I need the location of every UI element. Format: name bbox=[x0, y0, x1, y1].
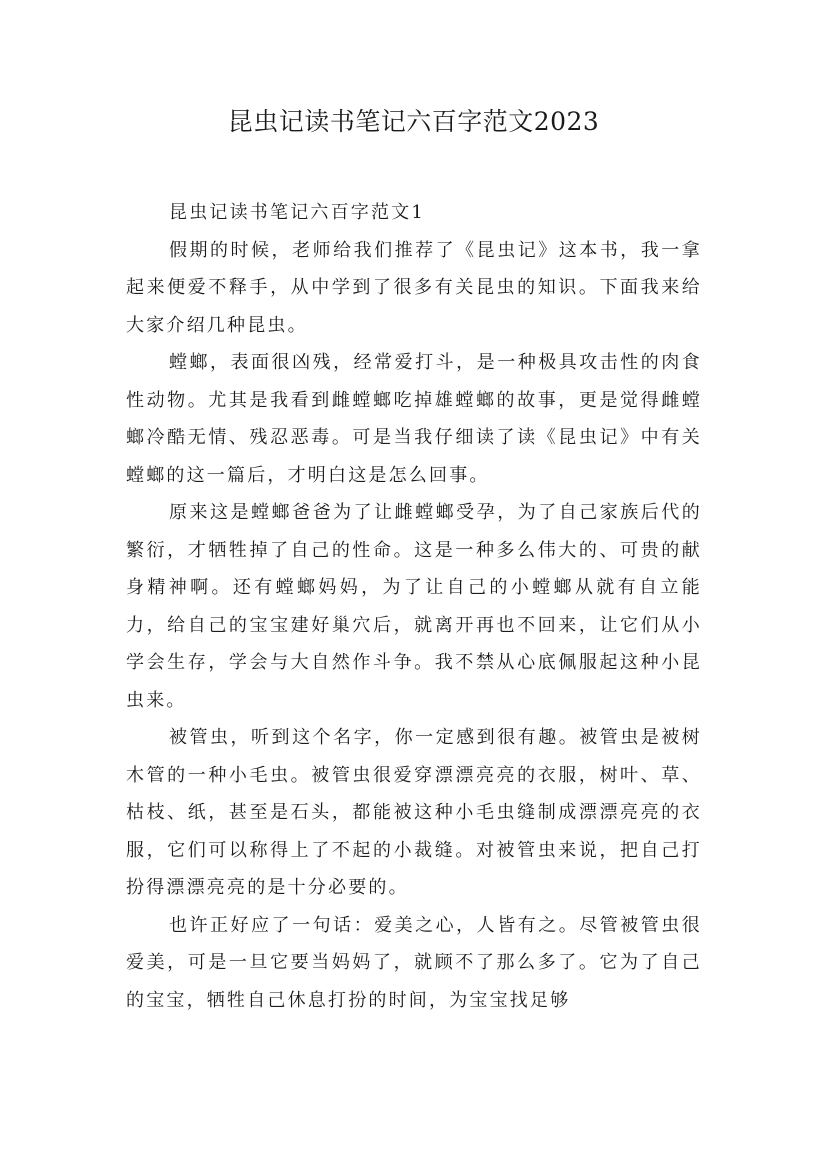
paragraph-mantis-sacrifice: 原来这是螳螂爸爸为了让雌螳螂受孕，为了自己家族后代的繁衍，才牺牲掉了自己的性命。这是一种多么伟大的、可贵的献身精神啊。还有螳螂妈妈，为了让自己的小螳螂从就有自立能力，给自己的宝宝建好巢穴后，就离开再也不回来，让它们从小学会生存，学会与大自然作斗争。我不禁从心底佩服起这种小昆虫来。 bbox=[126, 502, 702, 711]
document-title: 昆虫记读书笔记六百字范文2023 bbox=[227, 107, 600, 136]
paragraph-bagworm-mother: 也许正好应了一句话：爱美之心，人皆有之。尽管被管虫很爱美，可是一旦它要当妈妈了，就顾不了那么多了。它为了自己的宝宝，牺牲自己休息打扮的时间，为宝宝找足够 bbox=[126, 914, 702, 1011]
paragraph-bagworm: 被管虫，听到这个名字，你一定感到很有趣。被管虫是被树木管的一种小毛虫。被管虫很爱穿漂漂亮亮的衣服，树叶、草、枯枝、纸，甚至是石头，都能被这种小毛虫缝制成漂漂亮亮的衣服，它们可以称得上了不起的小裁缝。对被管虫来说，把自己打扮得漂漂亮亮的是十分必要的。 bbox=[126, 727, 702, 898]
section-heading: 昆虫记读书笔记六百字范文1 bbox=[169, 202, 426, 223]
paragraph-mantis: 螳螂，表面很凶残，经常爱打斗，是一种极具攻击性的肉食性动物。尤其是我看到雌螳螂吃掉雄螳螂的故事，更是觉得雌螳螂冷酷无情、残忍恶毒。可是当我仔细读了读《昆虫记》中有关螳螂的这一篇后，才明白这是怎么回事。 bbox=[126, 352, 702, 486]
document-body bbox=[126, 194, 702, 1019]
paragraph-intro: 假期的时候，老师给我们推荐了《昆虫记》这本书，我一拿起来便爱不释手，从中学到了很多有关昆虫的知识。下面我来给大家介绍几种昆虫。 bbox=[126, 239, 702, 336]
